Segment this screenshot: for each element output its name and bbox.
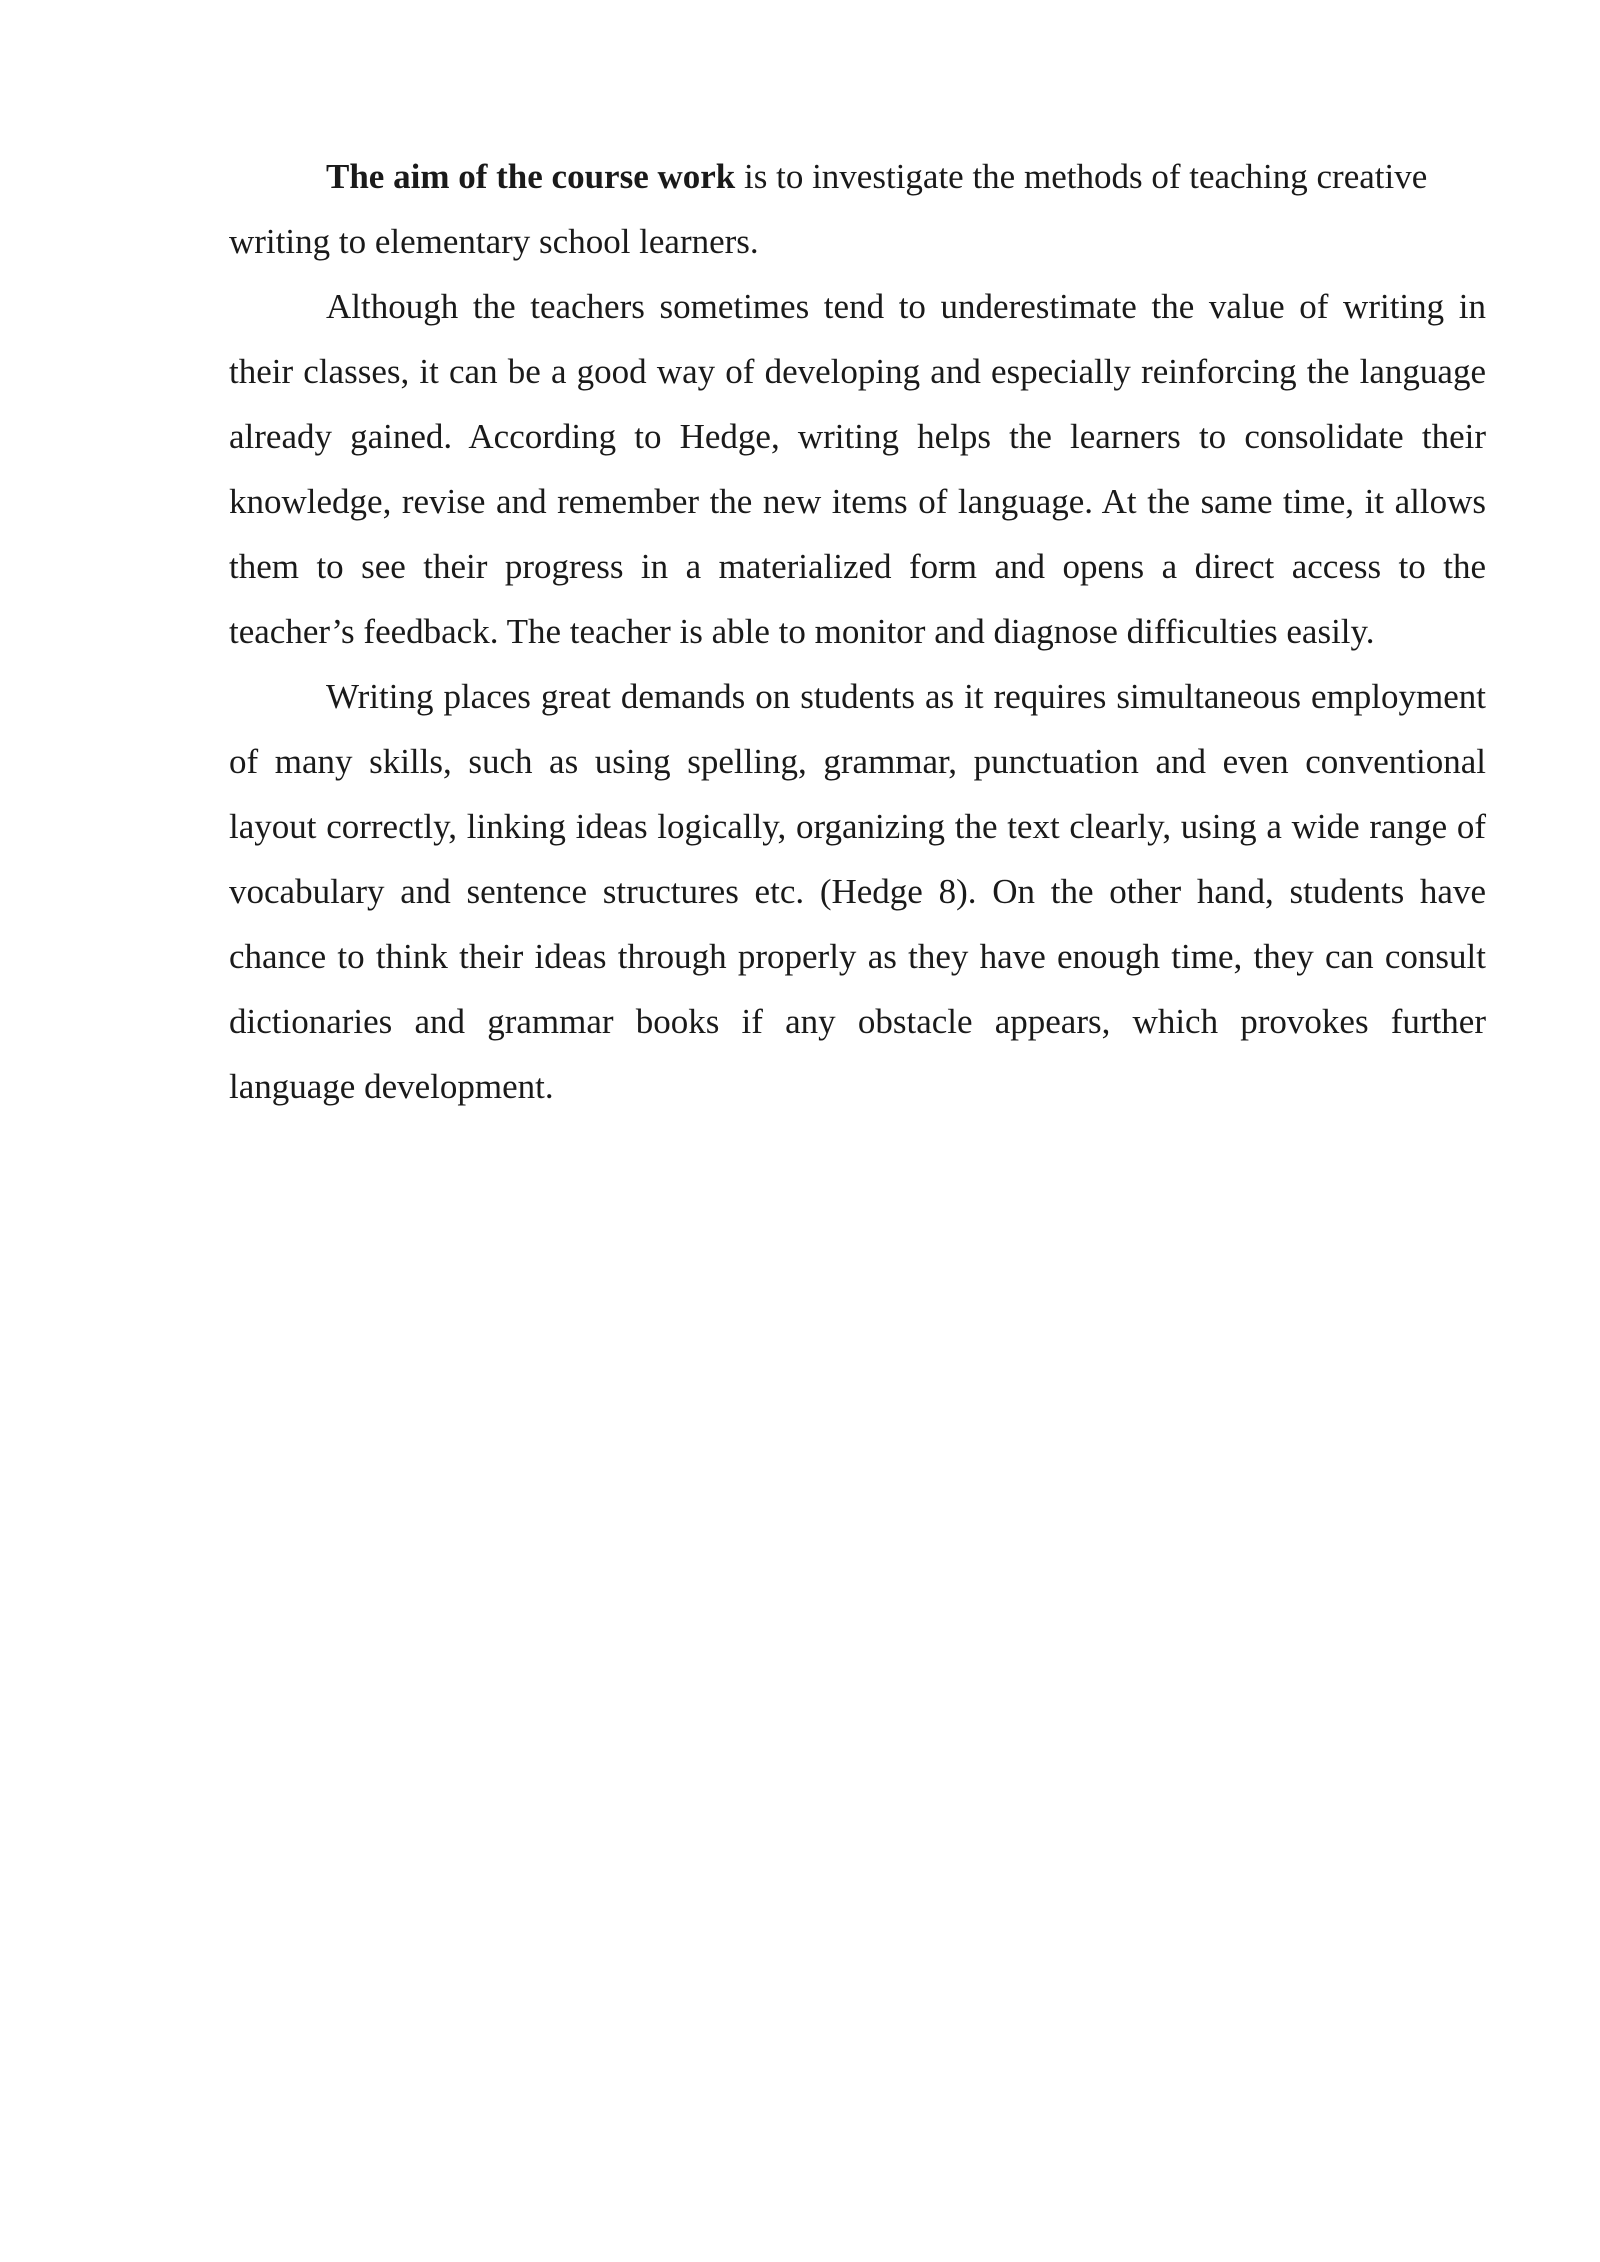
- aim-text: is to investigate the methods of teaching creative writing to elementary school learners.: [229, 157, 1428, 261]
- aim-heading-bold: The aim of the course work: [326, 157, 736, 196]
- paragraph-writing-demands: Writing places great demands on students as it requires simultaneous employment of many skills, such as using spelling, grammar, punctuation and even conventional layout correctly, linking ideas logically, organizing the text clearly, using a wide range of vocabulary and sentence structures etc. (Hedge 8). On the other hand, students have chance to think their ideas through properly as they have enough time, they can consult dictionaries and grammar books if any obstacle appears, which provokes further language development.: [229, 677, 1486, 1106]
- paragraph-writing-value: Although the teachers sometimes tend to underestimate the value of writing in their classes, it can be a good way of developing and especially reinforcing the language already gained. According to Hedge, writing helps the learners to consolidate their knowledge, revise and remember the new items of language. At the same time, it allows them to see their progress in a materialized form and opens a direct access to the teacher’s feedback. The teacher is able to monitor and diagnose difficulties easily.: [229, 287, 1486, 651]
- body-text: [229, 144, 1486, 1119]
- paragraph-aim: [229, 144, 1486, 274]
